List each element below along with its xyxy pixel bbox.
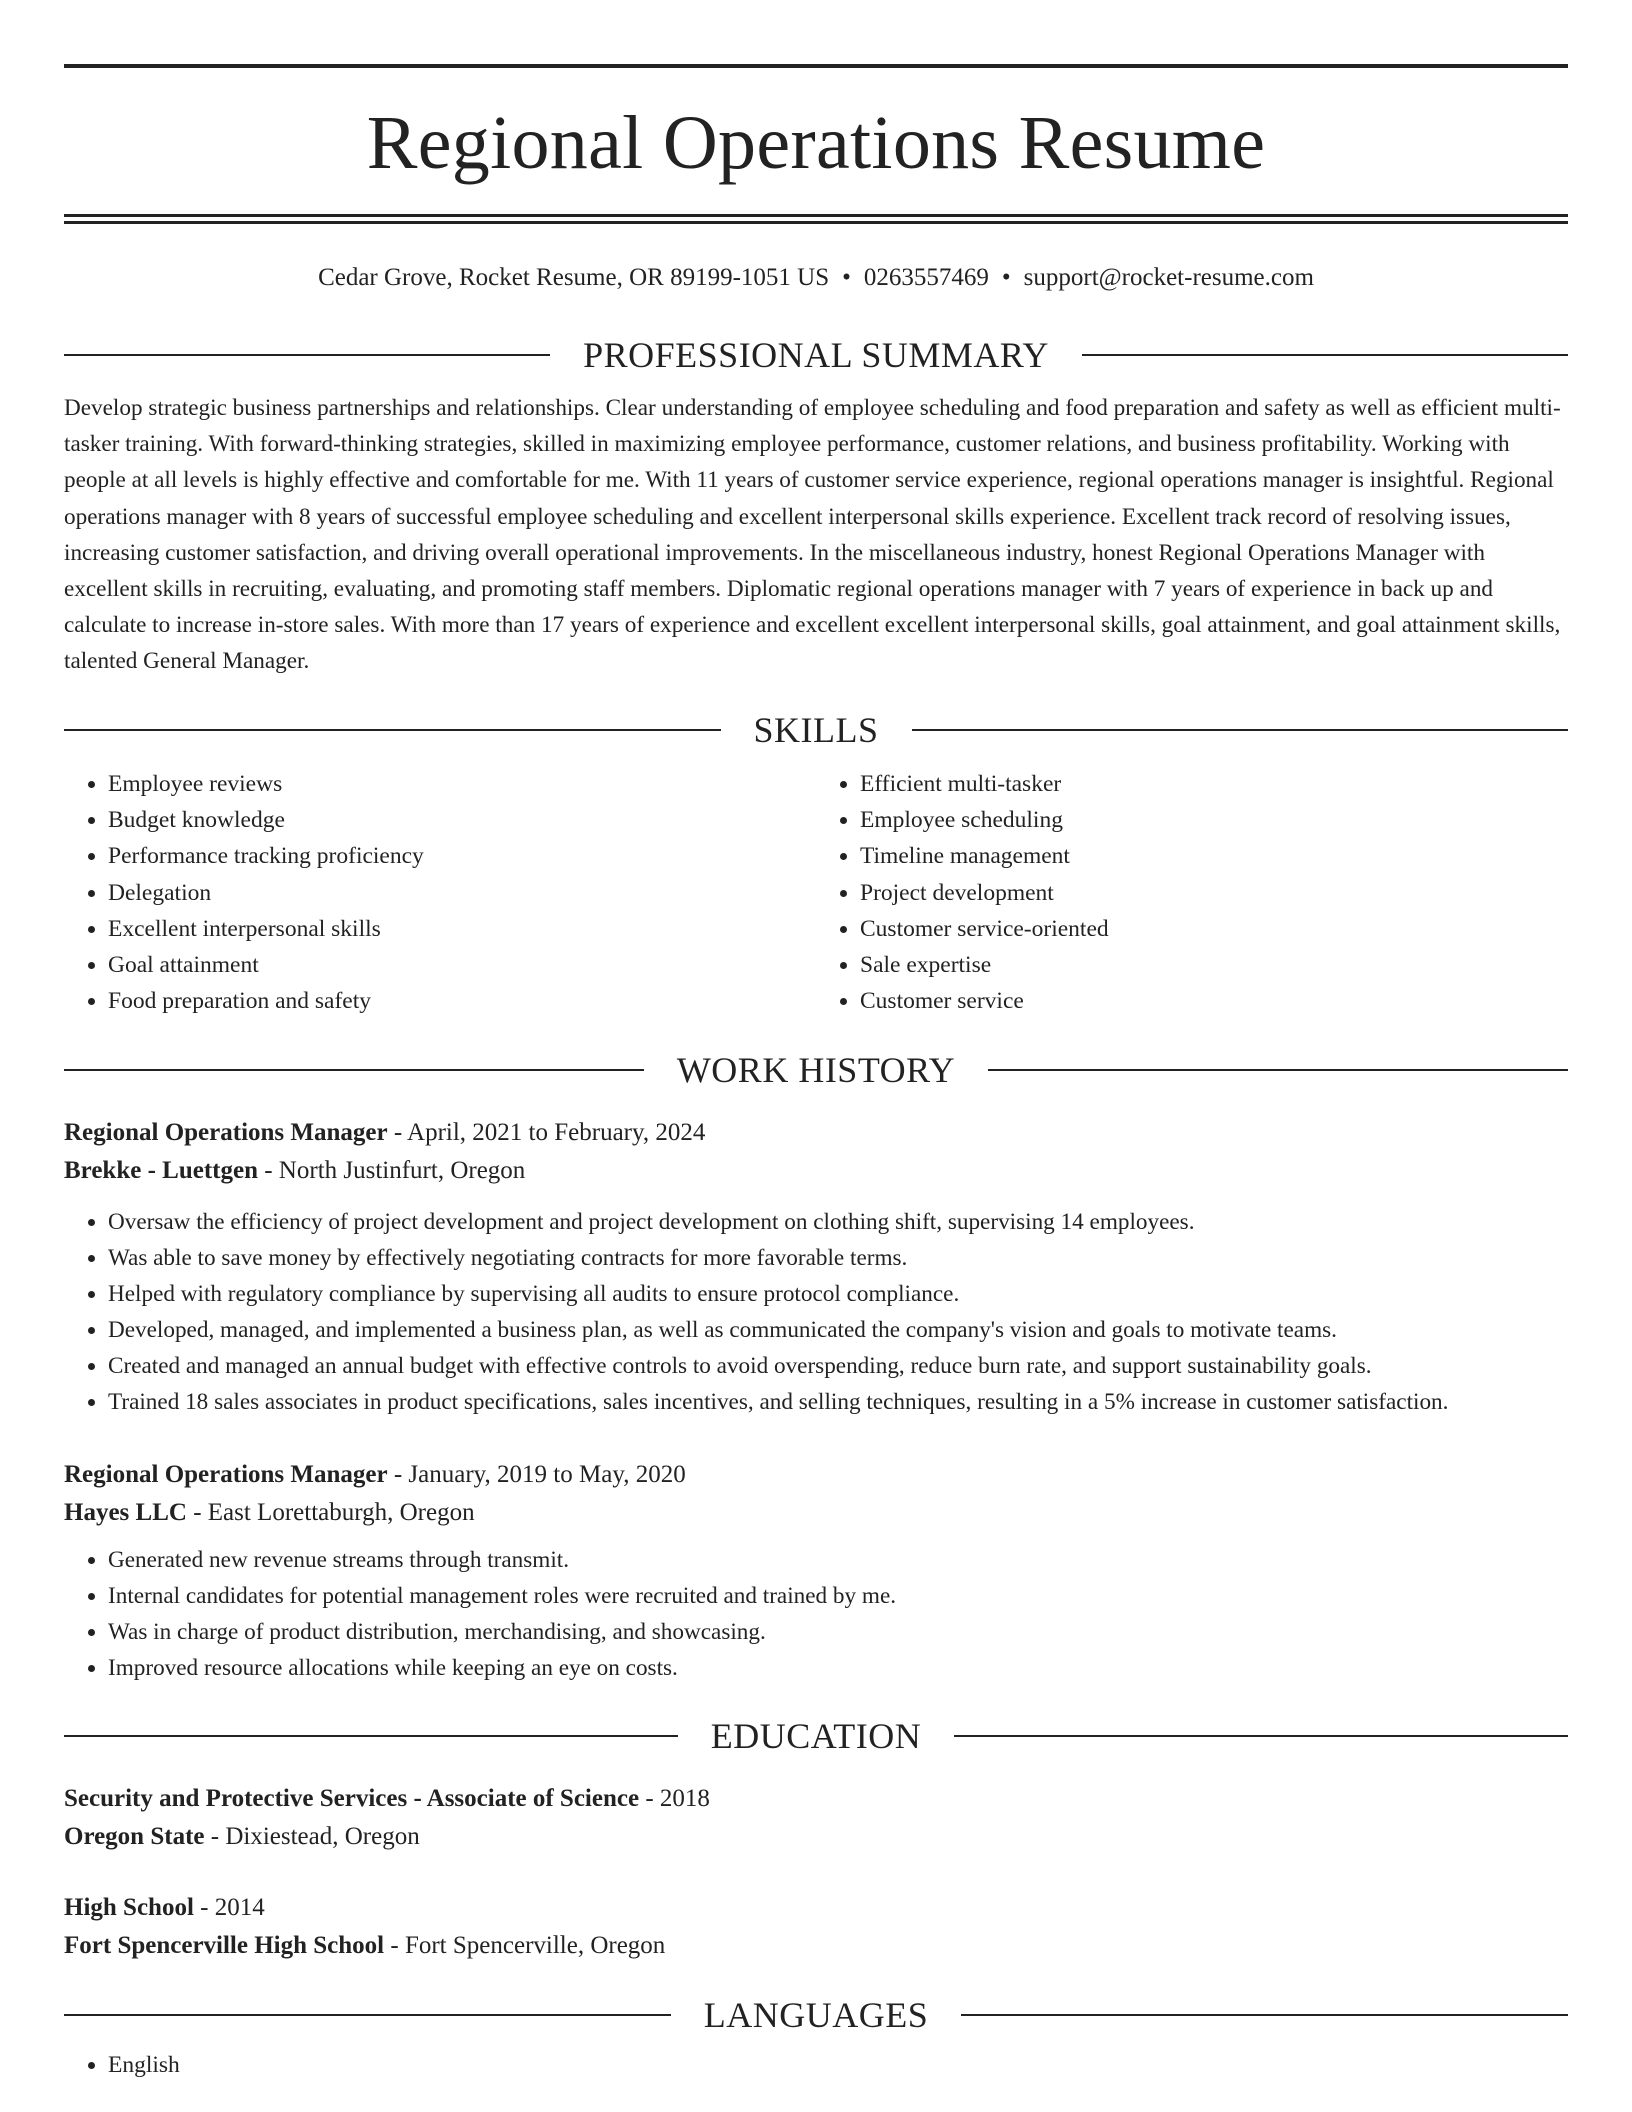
job-location: - East Lorettaburgh, Oregon	[186, 1498, 475, 1526]
title-double-rule	[64, 214, 1568, 224]
job-company: Hayes LLC	[64, 1498, 187, 1526]
resume-page	[64, 64, 1568, 2083]
education-entry	[64, 1889, 1568, 1965]
languages-list	[64, 2047, 1568, 2083]
top-rule	[64, 64, 1568, 68]
section-rule-right	[1082, 354, 1568, 356]
job-entry	[64, 1456, 1568, 1686]
job-company: Brekke - Luettgen	[64, 1156, 258, 1184]
job-title-line	[64, 1114, 1568, 1152]
skills-column-left	[64, 766, 816, 1020]
skill-item: • Project development	[860, 875, 1568, 911]
education-school-line	[64, 1927, 1568, 1965]
job-bullet: • Improved resource allocations while keeping an eye on costs.	[108, 1650, 1568, 1686]
section-rule-left	[64, 1735, 678, 1737]
contact-separator: •	[1001, 264, 1011, 291]
section-rule-left	[64, 729, 721, 731]
job-bullet: • Trained 18 sales associates in product specifications, sales incentives, and selling techniques, resulting in a 5% increase in customer satisfaction.	[108, 1384, 1568, 1420]
job-dates: - April, 2021 to February, 2024	[387, 1118, 706, 1146]
education-location: - Fort Spencerville, Oregon	[384, 1931, 666, 1959]
job-title: Regional Operations Manager	[64, 1460, 388, 1488]
education-entry	[64, 1780, 1568, 1856]
skill-item: • Goal attainment	[108, 947, 816, 983]
skill-item: • Budget knowledge	[108, 802, 816, 838]
education-year: - 2014	[193, 1893, 265, 1921]
summary-heading: PROFESSIONAL SUMMARY	[583, 335, 1049, 375]
job-bullet: • Generated new revenue streams through transmit.	[108, 1542, 1568, 1578]
skill-item: • Customer service	[860, 983, 1568, 1019]
job-bullets	[64, 1204, 1568, 1420]
summary-text: Develop strategic business partnerships and relationships. Clear understanding of employee scheduling and food preparation and safety as well as efficient multi-tasker training. With forward-thinking strategies, skilled in maximizing employee performance, customer relations, and business profitability. Working with people at all levels is highly effective and comfortable for me. With 11 years of customer service experience, regional operations manager is insightful. Regional operations manager with 8 years of successful employee scheduling and excellent interpersonal skills experience. Excellent track record of resolving issues, increasing customer satisfaction, and driving overall operational improvements. In the miscellaneous industry, honest Regional Operations Manager with excellent skills in recruiting, evaluating, and promoting staff members. Diplomatic regional operations manager with 7 years of experience in back up and calculate to increase in-store sales. With more than 17 years of experience and excellent excellent interpersonal skills, goal attainment, and goal attainment skills, talented General Manager.	[64, 395, 1561, 675]
job-entry	[64, 1114, 1568, 1420]
contact-phone: 0263557469	[863, 264, 989, 291]
section-rule-right	[954, 1735, 1568, 1737]
skill-item: • Timeline management	[860, 838, 1568, 874]
education-location: - Dixiestead, Oregon	[204, 1822, 420, 1850]
job-title-line	[64, 1456, 1568, 1494]
skill-item: • Food preparation and safety	[108, 983, 816, 1019]
section-rule-left	[64, 1069, 644, 1071]
education-section-header	[64, 1712, 1568, 1760]
education-heading: EDUCATION	[710, 1715, 922, 1756]
skills-column-right	[816, 766, 1568, 1020]
languages-heading: LANGUAGES	[703, 1994, 929, 2035]
skills-heading: SKILLS	[753, 709, 879, 750]
education-degree: Security and Protective Services - Associate of Science	[64, 1784, 640, 1812]
skill-item: • Delegation	[108, 875, 816, 911]
section-rule-right	[988, 1069, 1568, 1071]
education-school: Oregon State	[64, 1822, 205, 1850]
section-rule-right	[912, 729, 1569, 731]
skill-item: • Efficient multi-tasker	[860, 766, 1568, 802]
contact-separator: •	[842, 264, 851, 291]
skill-item: • Employee reviews	[108, 766, 816, 802]
skill-item: • Sale expertise	[860, 947, 1568, 983]
skill-item: • Customer service-oriented	[860, 911, 1568, 947]
job-bullet: • Created and managed an annual budget with effective controls to avoid overspending, reduce burn rate, and support sustainability goals.	[108, 1348, 1568, 1384]
section-rule-right	[961, 2014, 1568, 2016]
education-degree-line	[64, 1889, 1568, 1927]
languages-section-header	[64, 1991, 1568, 2039]
work-section-header	[64, 1046, 1568, 1094]
job-location: - North Justinfurt, Oregon	[257, 1156, 526, 1184]
education-year: - 2018	[639, 1784, 710, 1812]
job-bullet: • Developed, managed, and implemented a business plan, as well as communicated the company's vision and goals to motivate teams.	[108, 1312, 1568, 1348]
contact-address: Cedar Grove, Rocket Resume, OR 89199-1051 US	[318, 264, 830, 291]
section-rule-left	[64, 2014, 671, 2016]
education-school-line	[64, 1818, 1568, 1856]
skill-item: • Excellent interpersonal skills	[108, 911, 816, 947]
job-title: Regional Operations Manager	[64, 1118, 388, 1146]
education-degree: High School	[64, 1893, 194, 1921]
contact-email: support@rocket-resume.com	[1023, 264, 1314, 291]
job-company-line	[64, 1494, 1568, 1532]
skills-list	[64, 766, 1568, 1020]
education-school: Fort Spencerville High School	[64, 1931, 385, 1959]
education-degree-line	[64, 1780, 1568, 1818]
work-heading: WORK HISTORY	[676, 1049, 956, 1090]
language-item: • English	[108, 2047, 1568, 2083]
contact-line	[64, 261, 1568, 295]
job-bullet: • Oversaw the efficiency of project development and project development on clothing shift, supervising 14 employees.	[108, 1204, 1568, 1240]
resume-title: Regional Operations Resume	[366, 101, 1266, 185]
skill-item: • Performance tracking proficiency	[108, 838, 816, 874]
skill-item: • Employee scheduling	[860, 802, 1568, 838]
summary-section-header	[64, 331, 1568, 379]
job-bullet: • Internal candidates for potential management roles were recruited and trained by me.	[108, 1578, 1568, 1614]
job-company-line	[64, 1152, 1568, 1190]
job-bullet: • Helped with regulatory compliance by supervising all audits to ensure protocol compliance.	[108, 1276, 1568, 1312]
job-bullet: • Was able to save money by effectively negotiating contracts for more favorable terms.	[108, 1240, 1568, 1276]
section-rule-left	[64, 354, 550, 356]
job-bullets	[64, 1542, 1568, 1686]
job-dates: - January, 2019 to May, 2020	[387, 1460, 686, 1488]
skills-section-header	[64, 706, 1568, 754]
job-bullet: • Was in charge of product distribution, merchandising, and showcasing.	[108, 1614, 1568, 1650]
